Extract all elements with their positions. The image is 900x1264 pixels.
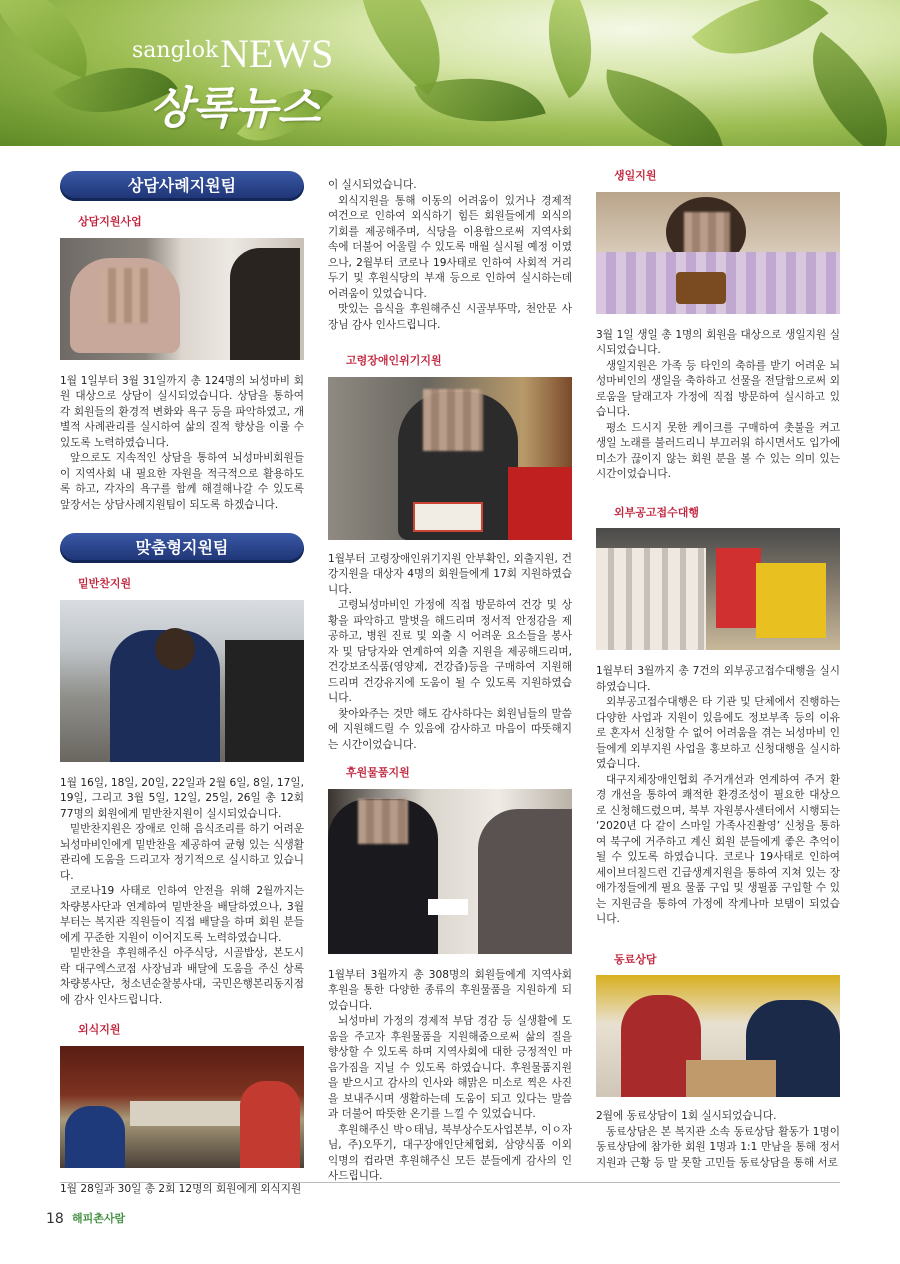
section-heading: 후원물품지원 <box>346 766 410 779</box>
paragraph: 1월 16일, 18일, 20일, 22일과 2월 6일, 8일, 17일, 19일, 그리고 3월 5일, 12일, 25일, 26일 총 12회 77명의 회원에게 밑반찬지원이 실시되었습니다. <box>60 776 304 820</box>
brand-title: 상록뉴스 <box>150 83 321 134</box>
paragraph: 1월 1일부터 3월 31일까지 총 124명의 뇌성마비 회원 대상으로 상담이 실시되었습니다. 상담을 통하여 각 회원들의 환경적 변화와 욕구 등을 파악하였고, 개별적 사례관리를 실시하여 삶의 질적 향상을 이룰 수 있도록 노력하였습니다. <box>60 374 304 449</box>
paragraph: 2월에 동료상담이 1회 실시되었습니다. <box>596 1110 777 1122</box>
section-heading: 상담지원사업 <box>78 215 142 228</box>
section-heading: 외식지원 <box>78 1023 121 1036</box>
paragraph: 1월부터 3월까지 총 7건의 외부공고접수대행을 실시하였습니다. <box>596 665 840 693</box>
footer-logo: 해피촌사람 <box>72 1212 126 1225</box>
footer-divider <box>60 1182 840 1183</box>
paragraph: 동료상담은 본 복지관 소속 동료상담 활동가 1명이 동료상담에 참가한 회원 1명과 1:1 만남을 통해 정서지원과 근황 등 말 못할 고민들 동료상담을 통해 서로 <box>596 1125 840 1169</box>
paragraph: 평소 드시지 못한 케이크를 구매하여 촛불을 켜고 생일 노래를 불러드리니 부끄러워 하시면서도 입가에 미소가 끊이지 않는 회원 분을 볼 수 있는 의미 있는 시간이었습니다. <box>596 421 840 480</box>
paragraph: 밑반찬을 후원해주신 아주식당, 시골밥상, 본도시락 대구엑스코점 사장님과 배달에 도움을 주신 상록차량봉사단, 청소년순찰봉사대, 국민은행본리동지점에 감사 인사드립니다. <box>60 947 304 1006</box>
side-dish-photo <box>60 600 304 762</box>
paragraph: 앞으로도 지속적인 상담을 통하여 뇌성마비회원들이 지역사회 내 필요한 자원을 적극적으로 활용하도록 하고, 각자의 욕구를 함께 해결해나갈 수 있도록 앞장서는 상담사례지원팀이 되도록 하겠습니다. <box>60 452 304 511</box>
dining-photo <box>60 1046 304 1168</box>
outside-application-photo <box>596 528 840 650</box>
counseling-photo <box>60 238 304 360</box>
paragraph: 대구지체장애인협회 주거개선과 연계하여 주거 환경 개선을 통하여 쾌적한 환경조성이 필요한 대상으로 신청해드렸으며, 북부 자원봉사센터에서 시행되는 ‘2020년 다 같이 스마일 가족사진촬영’ 신청을 통하여 북구에 거주하고 계신 회원 분들에게 좋은 추억이 될 수 있도록 하였습니다. 코로나 19사태로 인하여 세이브더칠드런 긴급생계지원을 통하여 지쳐 있는 장애가정들에게 필요 물품 구입 및 생필품 구입할 수 있는 지원금을 통하여 가정에 작게나마 보탬이 되었습니다. <box>596 773 840 925</box>
section-heading: 동료상담 <box>614 952 657 966</box>
paragraph: 외부공고접수대행은 타 기관 및 단체에서 진행하는 다양한 사업과 지원이 있음에도 정보부족 등의 이유로 혼자서 신청할 수 없어 어려움을 겪는 뇌성마비 인들에게 외부지원 사업을 홍보하고 신청대행을 실시하였습니다. <box>596 696 840 770</box>
brand-small-text: sanglok <box>132 38 219 63</box>
section-heading: 밑반찬지원 <box>78 577 132 590</box>
column-right <box>596 160 840 1171</box>
donation-goods-photo <box>328 789 572 954</box>
page-number: 18 <box>46 1211 64 1227</box>
paragraph: 1월 28일과 30일 총 2회 12명의 회원에게 외식지원 <box>60 1182 302 1195</box>
paragraph: 뇌성마비 가정의 경제적 부담 경감 등 실생활에 도움을 주고자 후원물품을 지원해줌으로써 삶의 질을 향상할 수 있도록 하며 지역사회에 대한 긍정적인 마음가짐을 지닐 수 있도록 하였습니다. 후원물품지원을 받으시고 감사의 인사와 해맑은 미소로 찍은 사진을 보내주시며 생활하는데 도움이 되고 있다는 말씀과 더불어 따뜻한 온기를 느낄 수 있었습니다. <box>328 1015 572 1120</box>
paragraph: 3월 1일 생일 총 1명의 회원을 대상으로 생일지원 실시되었습니다. <box>596 328 840 356</box>
paragraph: 이 실시되었습니다. <box>328 179 417 191</box>
section-heading: 외부공고접수대행 <box>614 505 700 519</box>
paragraph: 1월부터 고령장애인위기지원 안부확인, 외출지원, 건강지원을 대상자 4명의 회원들에게 17회 지원하였습니다. <box>328 552 572 596</box>
paragraph: 코로나19 사태로 인하여 안전을 위해 2월까지는 차량봉사단과 연계하여 밑반찬을 배달하였으나, 3월부터는 복지관 직원들이 직접 배달을 하며 회원 분들에게 꾸준한 지원이 이어지도록 노력하였습니다. <box>60 885 304 944</box>
section-heading: 생일지원 <box>614 169 657 182</box>
paragraph: 찾아와주는 것만 해도 감사하다는 회원님들의 말씀에 지원해드릴 수 있음에 감사하고 마음이 따뜻해지는 시간이었습니다. <box>328 707 572 751</box>
birthday-photo <box>596 192 840 314</box>
paragraph: 1월부터 3월까지 총 308명의 회원들에게 지역사회 후원을 통한 다양한 종류의 후원물품을 지원하게 되었습니다. <box>328 968 572 1012</box>
brand-news-text: NEWS <box>220 31 334 76</box>
header-banner <box>0 0 900 146</box>
column-middle <box>328 178 572 1185</box>
paragraph: 밑반찬지원은 장애로 인해 음식조리를 하기 어려운 뇌성마비인에게 밑반찬을 제공하여 균형 있는 식생활 관리에 도움을 드리고자 정기적으로 실시하고 있습니다. <box>60 823 304 882</box>
paragraph: 생일지원은 가족 등 타인의 축하를 받기 어려운 뇌성마비인의 생일을 축하하고 선물을 전달함으로써 외로움을 달래고자 가정에 직접 방문하여 실시하고 있습니다. <box>596 359 840 418</box>
paragraph: 고령뇌성마비인 가정에 직접 방문하여 건강 및 상황을 파악하고 말벗을 해드리며 정서적 안정감을 제공하고, 병원 진료 및 외출 시 어려운 요소들을 봉사자 및 담당자와 연계하여 외출 지원을 제공해드리며, 건강보조식품(영양제, 건강즙)등을 구매하여 지원해드리며 건강유지에 도움이 될 수 있도록 지원하였습니다. <box>328 599 572 704</box>
column-left <box>60 160 304 1197</box>
paragraph: 후원해주신 박ㅇ태님, 북부상수도사업본부, 이ㅇ자님, 주)오뚜기, 대구장애인단체협회, 삼양식품 이외 익명의 컵라면 후원해주신 모든 분들에게 감사의 인사드립니다. <box>328 1123 572 1182</box>
paragraph: 맛있는 음식을 후원해주신 시골부뚜막, 천안문 사장님 감사 인사드립니다. <box>328 303 572 331</box>
paragraph: 외식지원을 통해 이동의 어려움이 있거나 경제적 여건으로 인하여 외식하기 힘든 회원들에게 외식의 기회를 제공해주며, 식당을 이용함으로써 지역사회 속에 더불어 어울릴 수 있도록 매월 실시될 예정 이였으나, 2월부터 코로나 19사태로 인하여 사회적 거리두기 및 후원식당의 부재 등으로 인하여 실시하는데 어려움이 있었습니다. <box>328 194 572 300</box>
peer-counseling-photo <box>596 975 840 1097</box>
elderly-support-photo <box>328 377 572 540</box>
team-banner-counseling: 상담사례지원팀 <box>60 171 304 201</box>
team-banner-custom: 맞춤형지원팀 <box>60 533 304 563</box>
section-heading: 고령장애인위기지원 <box>346 354 442 367</box>
